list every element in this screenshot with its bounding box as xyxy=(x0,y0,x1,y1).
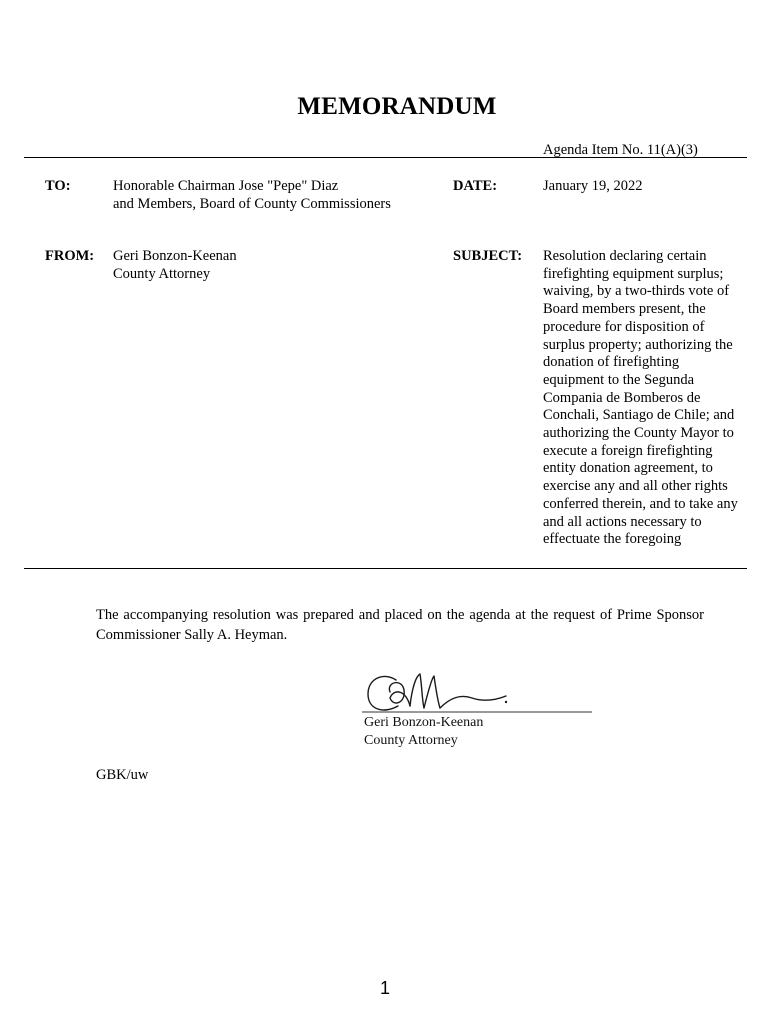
subject-line: procedure for disposition of xyxy=(543,318,705,335)
signature-block xyxy=(364,714,483,750)
body-paragraph: The accompanying resolution was prepared and placed on the agenda at the request of Prime Sponsor Commissioner Sally A. Heyman. xyxy=(96,607,704,643)
handwritten-signature xyxy=(360,668,600,718)
subject-line: Board members present, the xyxy=(543,301,706,318)
to-recipient-line-1: Honorable Chairman Jose "Pepe" Diaz xyxy=(113,178,339,194)
to-label: TO: xyxy=(45,178,71,194)
subject-line: Conchali, Santiago de Chile; and xyxy=(543,407,735,424)
subject-line: firefighting equipment surplus; xyxy=(543,265,724,282)
signatory-title: County Attorney xyxy=(364,733,458,748)
from-label: FROM: xyxy=(45,248,95,264)
subject-line: Compania de Bomberos de xyxy=(543,389,701,406)
date-label: DATE: xyxy=(453,178,498,194)
agenda-item-number: Agenda Item No. 11(A)(3) xyxy=(543,142,698,158)
memo-title: MEMORANDUM xyxy=(297,93,497,120)
date-value: January 19, 2022 xyxy=(543,178,643,194)
to-recipient-line-2: and Members, Board of County Commissioners xyxy=(113,196,391,212)
subject-line: and all actions necessary to xyxy=(543,513,702,530)
subject-line: effectuate the foregoing xyxy=(543,531,682,548)
header-bottom-rule xyxy=(24,568,747,569)
subject-line: waiving, by a two-thirds vote of xyxy=(543,283,730,300)
signatory-name: Geri Bonzon-Keenan xyxy=(364,715,484,730)
subject-text xyxy=(543,248,758,549)
typist-initials: GBK/uw xyxy=(96,767,149,783)
header-top-rule xyxy=(24,157,747,158)
from-sender-line-1: Geri Bonzon-Keenan xyxy=(113,248,237,264)
subject-line: donation of firefighting xyxy=(543,354,680,371)
subject-line: Resolution declaring certain xyxy=(543,248,707,264)
subject-line: execute a foreign firefighting xyxy=(543,442,713,459)
subject-line: conferred therein, and to take any xyxy=(543,495,738,512)
subject-line: equipment to the Segunda xyxy=(543,371,695,388)
page-number: 1 xyxy=(379,978,390,998)
subject-line: entity donation agreement, to xyxy=(543,460,713,477)
subject-line: exercise any and all other rights xyxy=(543,478,728,495)
from-sender-line-2: County Attorney xyxy=(113,266,211,282)
subject-line: authorizing the County Mayor to xyxy=(543,425,734,442)
subject-line: surplus property; authorizing the xyxy=(543,336,733,353)
subject-label: SUBJECT: xyxy=(453,248,523,264)
